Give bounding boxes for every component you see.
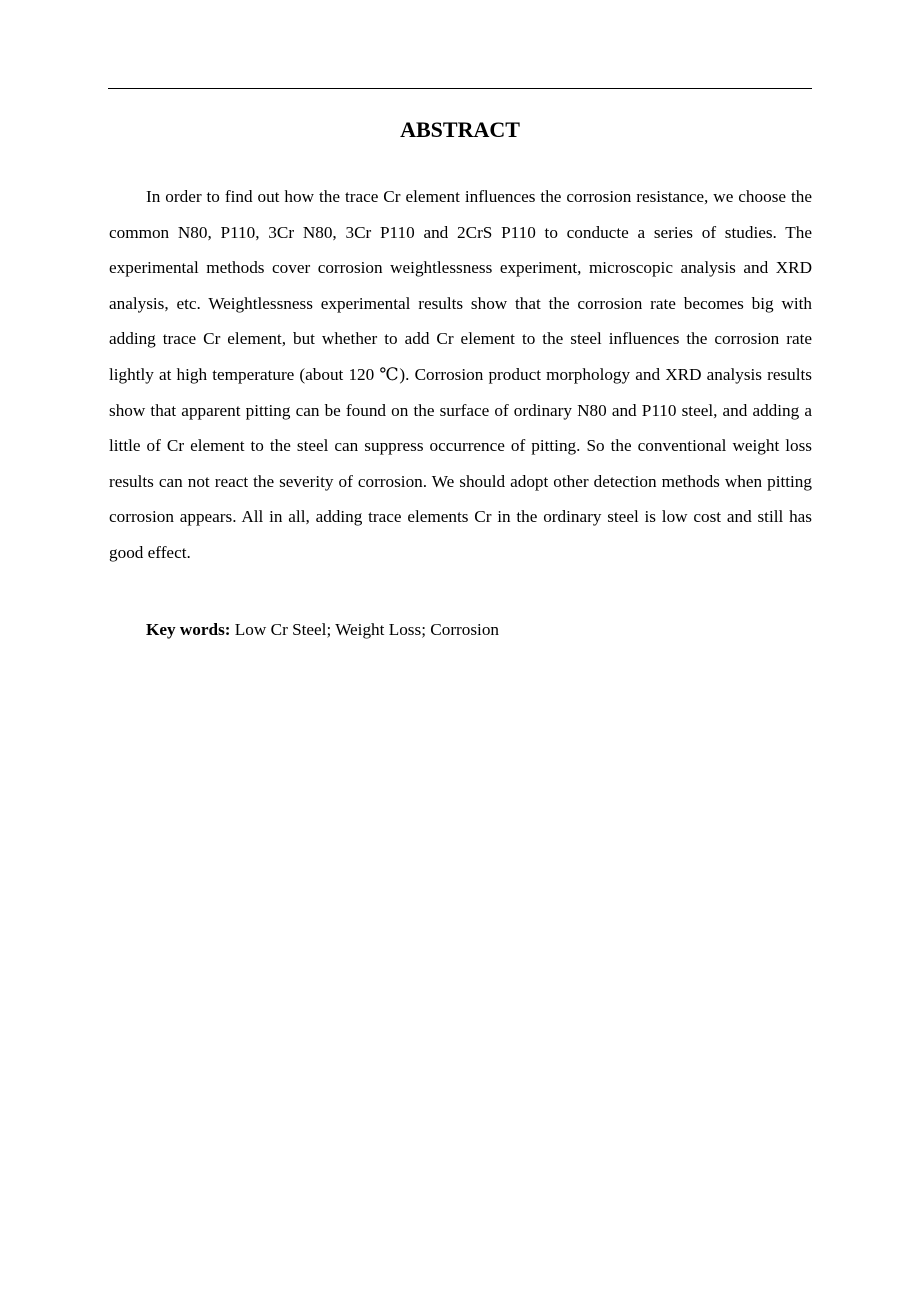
keywords-value: Low Cr Steel; Weight Loss; Corrosion [234, 620, 500, 639]
keywords-line [146, 612, 499, 648]
abstract-paragraph: In order to find out how the trace Cr element influences the corrosion resistance, we choose the common N80, P110, 3Cr N80, 3Cr P110 and 2CrS P110 to conducte a series of studies. The experimental methods cover corrosion weightlessness experiment, microscopic analysis and XRD analysis, etc. Weightlessness experimental results show that the corrosion rate becomes big with adding trace Cr element, but whether to add Cr element to the steel influences the corrosion rate lightly at high temperature (about 120 ℃). Corrosion product morphology and XRD analysis results show that apparent pitting can be found on the surface of ordinary N80 and P110 steel, and adding a little of Cr element to the steel can suppress occurrence of pitting. So the conventional weight loss results can not react the severity of corrosion. We should adopt other detection methods when pitting corrosion appears. All in all, adding trace elements Cr in the ordinary steel is low cost and still has good effect. [109, 187, 812, 562]
keywords-label: Key words: [146, 620, 231, 639]
page-title: ABSTRACT [400, 117, 520, 142]
header-rule [108, 88, 812, 89]
